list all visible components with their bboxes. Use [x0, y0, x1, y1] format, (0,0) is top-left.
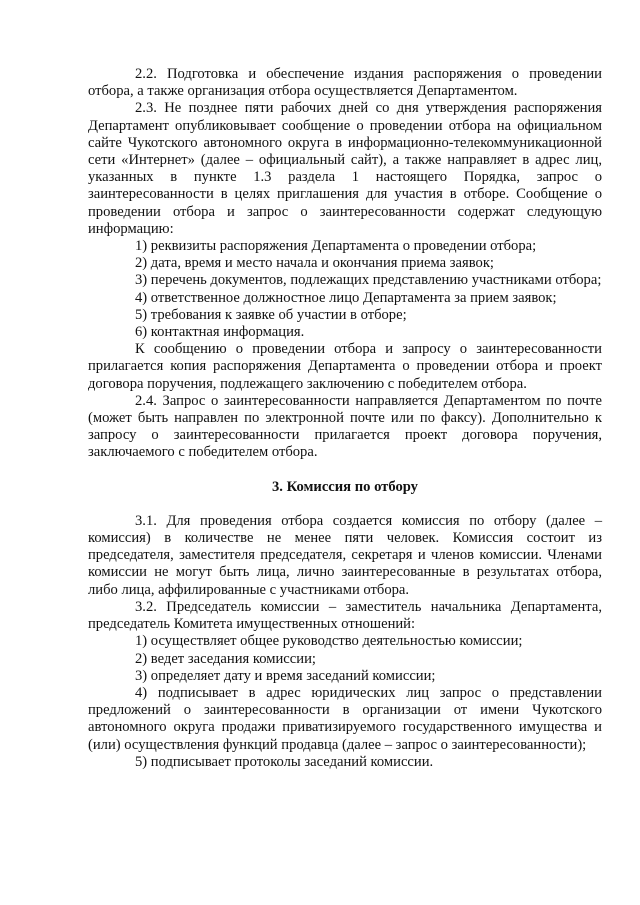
- list-item-2-3-3: 3) перечень документов, подлежащих представлению участниками отбора;: [135, 272, 602, 289]
- paragraph-3-2: 3.2. Председатель комиссии – заместитель начальника Департамента, председатель Комитета имущественных отношений:: [88, 598, 602, 633]
- list-item-2-3-6: 6) контактная информация.: [135, 324, 305, 341]
- paragraph-attachment: К сообщению о проведении отбора и запросу о заинтересованности прилагается копия распоряжения Департамента о проведении отбора и проект договора поручения, подлежащего заключению с победителем отбора.: [88, 341, 602, 392]
- list-item-3-2-5: 5) подписывает протоколы заседаний комиссии.: [135, 753, 434, 770]
- paragraph-2-2: 2.2. Подготовка и обеспечение издания распоряжения о проведении отбора, а также организация отбора осуществляется Департаментом.: [88, 66, 602, 100]
- section-3-heading: 3. Комиссия по отбору: [272, 478, 418, 495]
- list-item-3-2-3: 3) определяет дату и время заседаний комиссии;: [135, 667, 436, 684]
- list-item-3-2-2: 2) ведет заседания комиссии;: [135, 650, 316, 667]
- document-page: [88, 66, 602, 771]
- list-item-2-3-2: 2) дата, время и место начала и окончания приема заявок;: [135, 255, 494, 272]
- paragraph-2-3: 2.3. Не позднее пяти рабочих дней со дня утверждения распоряжения Департамент опубликовывает сообщение о проведении отбора на официальном сайте Чукотского автономного округа в информационно-телекоммуникационной сети «Интернет» (далее – официальный сайт), а также направляет в адрес лиц, указанных в пункте 1.3 раздела 1 настоящего Порядка, запрос о заинтересованности в целях приглашения для участия в отборе. Сообщение о проведении отбора и запрос о заинтересованности содержат следующую информацию:: [88, 100, 602, 237]
- list-item-3-2-1: 1) осуществляет общее руководство деятельностью комиссии;: [135, 633, 523, 650]
- paragraph-2-4: 2.4. Запрос о заинтересованности направляется Департаментом по почте (может быть направлен по электронной почте или по факсу). Дополнительно к запросу о заинтересованности прилагается проект договора поручения, заключаемого с победителем отбора.: [88, 392, 602, 461]
- list-item-2-3-1: 1) реквизиты распоряжения Департамента о проведении отбора;: [135, 238, 537, 255]
- list-item-2-3-4: 4) ответственное должностное лицо Департамента за прием заявок;: [135, 289, 557, 306]
- paragraph-3-1: 3.1. Для проведения отбора создается комиссия по отбору (далее – комиссия) в количестве не менее пяти человек. Комиссия состоит из председателя, заместителя председателя, секретаря и членов комиссии. Членами комиссии не могут быть лица, лично заинтересованные в результатах отбора, либо лица, аффилированные с участниками отбора.: [88, 512, 602, 598]
- list-item-2-3-5: 5) требования к заявке об участии в отборе;: [135, 306, 407, 323]
- list-item-3-2-4: 4) подписывает в адрес юридических лиц запрос о представлении предложений о заинтересованности в организации от имени Чукотского автономного округа продажи приватизируемого государственного имущества и (или) осуществления функций продавца (далее – запрос о заинтересованности);: [88, 684, 602, 753]
